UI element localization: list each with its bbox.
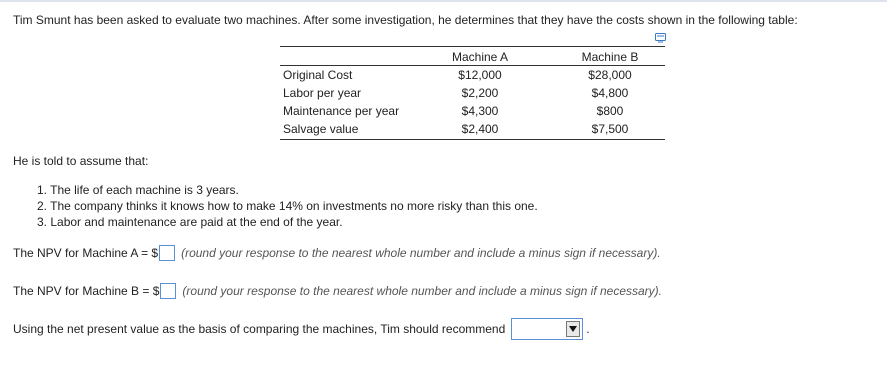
- cell-machine-b: $800: [596, 104, 624, 118]
- list-item: 3. Labor and maintenance are paid at the end of the year.: [37, 215, 343, 229]
- cost-table: [280, 46, 665, 141]
- table-row: [280, 104, 665, 122]
- table-row: [280, 122, 665, 140]
- header-machine-b: Machine B: [581, 50, 639, 64]
- assumption-list: [37, 182, 538, 230]
- recommend-select[interactable]: [511, 318, 583, 340]
- cell-machine-a: $2,200: [461, 86, 499, 100]
- assume-heading: He is told to assume that:: [13, 154, 149, 168]
- cell-machine-a: $2,400: [461, 122, 499, 136]
- npv-b-input[interactable]: [160, 283, 176, 299]
- list-item: 1. The life of each machine is 3 years.: [37, 183, 239, 197]
- npv-a-input[interactable]: [159, 245, 175, 261]
- sentence-period: .: [586, 322, 590, 336]
- cell-machine-b: $28,000: [588, 68, 632, 82]
- copy-table-icon[interactable]: [655, 32, 667, 43]
- npv-a-label: The NPV for Machine A = $: [13, 246, 159, 260]
- cell-machine-b: $7,500: [591, 122, 629, 136]
- row-label: Labor per year: [283, 86, 362, 100]
- table-rule-bottom: [280, 139, 665, 140]
- row-label: Original Cost: [283, 68, 353, 82]
- cell-machine-a: $12,000: [458, 68, 502, 82]
- row-label: Salvage value: [283, 122, 359, 136]
- list-item: 2. The company thinks it knows how to make 14% on investments no more risky than this one.: [37, 199, 538, 213]
- table-row: [280, 86, 665, 104]
- intro-text: Tim Smunt has been asked to evaluate two machines. After some investigation, he determines that they have the costs shown in the following table:: [13, 13, 798, 27]
- npv-b-question: [13, 282, 662, 300]
- table-rule-top: [280, 46, 665, 47]
- cell-machine-a: $4,300: [461, 104, 499, 118]
- table-row: [280, 68, 665, 86]
- recommend-label: Using the net present value as the basis of comparing the machines, Tim should recommend: [13, 322, 506, 336]
- recommend-question: [13, 318, 590, 340]
- cell-machine-b: $4,800: [591, 86, 629, 100]
- npv-a-hint: (round your response to the nearest whole number and include a minus sign if necessary).: [181, 246, 661, 260]
- top-divider: [0, 0, 887, 2]
- npv-b-label: The NPV for Machine B = $: [13, 284, 160, 298]
- npv-b-hint: (round your response to the nearest whole number and include a minus sign if necessary).: [182, 284, 663, 298]
- header-machine-a: Machine A: [451, 50, 509, 64]
- npv-a-question: [13, 244, 661, 262]
- table-rule-mid: [280, 65, 665, 66]
- triangle-down-icon: [569, 326, 577, 332]
- row-label: Maintenance per year: [283, 104, 400, 118]
- dropdown-button[interactable]: [566, 321, 580, 337]
